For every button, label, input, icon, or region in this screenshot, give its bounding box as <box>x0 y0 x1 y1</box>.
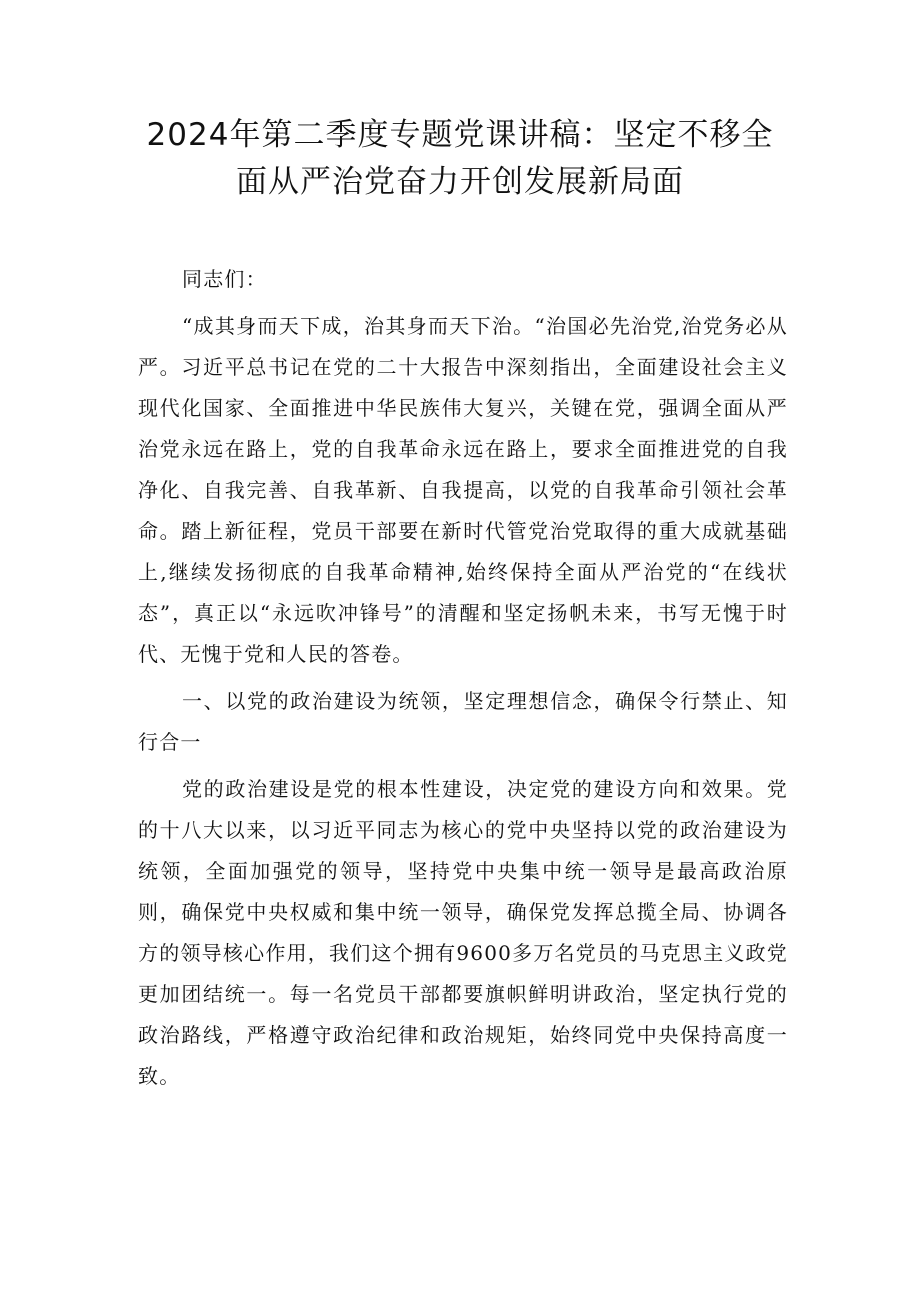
title-line-2: 面从严治党奋力开创发展新局面 <box>236 164 684 200</box>
title-line-1: 2024年第二季度专题党课讲稿：坚定不移全 <box>146 117 774 153</box>
document-body <box>138 253 788 1097</box>
document-title <box>110 112 810 206</box>
paragraph-section-1: 党的政治建设是党的根本性建设，决定党的建设方向和效果。党的十八大以来，以习近平同志为核心的党中央坚持以党的政治建设为统领，全面加强党的领导，坚持党中央集中统一领导是最高政治原则，确保党中央权威和集中统一领导，确保党发挥总揽全局、协调各方的领导核心作用，我们这个拥有9600多万名党员的马克思主义政党更加团结统一。每一名党员干部都要旗帜鲜明讲政治，坚定执行党的政治路线，严格遵守政治纪律和政治规矩，始终同党中央保持高度一致。 <box>138 777 788 1088</box>
section-heading-1: 一、以党的政治建设为统领，坚定理想信念，确保令行禁止、知行合一 <box>138 689 788 754</box>
paragraph-intro: “成其身而天下成，治其身而天下治。“治国必先治党,治党务必从严。习近平总书记在党的二十大报告中深刻指出，全面建设社会主义现代化国家、全面推进中华民族伟大复兴，关键在党，强调全面从严治党永远在路上，党的自我革命永远在路上，要求全面推进党的自我净化、自我完善、自我革新、自我提高，以党的自我革命引领社会革命。踏上新征程，党员干部要在新时代管党治党取得的重大成就基础上,继续发扬彻底的自我革命精神,始终保持全面从严治党的“在线状态”，真正以“永远吹冲锋号”的清醒和坚定扬帆未来，书写无愧于时代、无愧于党和人民的答卷。 <box>138 314 788 666</box>
salutation: 同志们： <box>182 267 267 291</box>
